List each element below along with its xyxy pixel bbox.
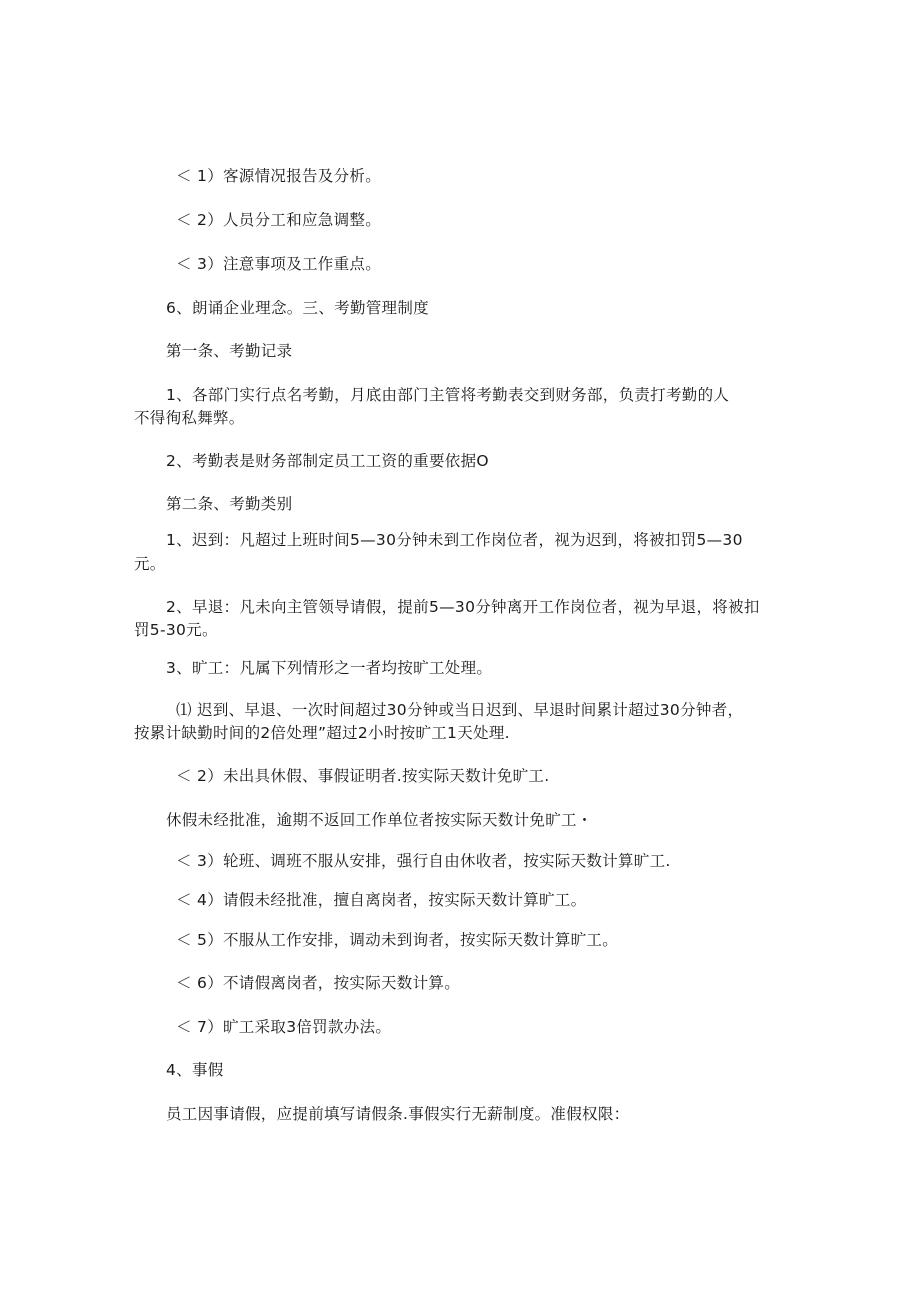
paragraph: 1、迟到：凡超过上班时间5—30分钟未到工作岗位者，视为迟到，将被扣罚5—30 [166,531,743,549]
paragraph-continuation: 不得徇私舞弊。 [134,409,245,427]
list-item: ＜ 3）轮班、调班不服从安排，强行自由休收者，按实际天数计算旷工. [176,852,671,870]
paragraph-continuation: 元。 [134,555,166,573]
list-item: ＜ 5）不服从工作安排，调动未到询者，按实际天数计算旷工。 [176,931,618,949]
list-item: ＜ 4）请假未经批准，擅自离岗者，按实际天数计算旷工。 [176,891,587,909]
paragraph: 2、早退：凡未向主管领导请假，提前5—30分钟离开工作岗位者，视为早退，将被扣 [166,598,760,616]
paragraph-continuation: 按累计缺勤时间的2倍处理”超过2小时按旷工1天处理. [134,724,510,742]
list-item: ＜ 2）未出具休假、事假证明者.按实际天数计免旷工. [176,767,550,785]
paragraph: 6、朗诵企业理念。三、考勤管理制度 [166,299,429,317]
list-item: ＜ 7）旷工采取3倍罚款办法。 [176,1018,392,1036]
list-item: ＜ 1）客源情况报告及分析。 [176,167,381,185]
paragraph: 休假未经批准，逾期不返回工作单位者按实际天数计免旷工・ [166,811,593,829]
paragraph: 1、各部门实行点名考勤，月底由部门主管将考勤表交到财务部，负责打考勤的人 [166,386,730,404]
list-item: ＜ 3）注意事项及工作重点。 [176,255,381,273]
section-heading: 4、事假 [166,1061,224,1079]
list-item: ⑴ 迟到、早退、一次时间超过30分钟或当日迟到、早退时间累计超过30分钟者， [176,701,744,719]
list-item: ＜ 6）不请假离岗者，按实际天数计算。 [176,974,460,992]
section-heading: 第二条、考勤类别 [166,495,293,513]
list-item: ＜ 2）人员分工和应急调整。 [176,211,381,229]
paragraph: 2、考勤表是财务部制定员工工资的重要依据O [166,452,489,470]
paragraph: 员工因事请假，应提前填写请假条.事假实行无薪制度。准假权限： [166,1105,630,1123]
paragraph-continuation: 罚5-30元。 [134,621,218,639]
paragraph: 3、旷工：凡属下列情形之一者均按旷工处理。 [166,659,493,677]
section-heading: 第一条、考勤记录 [166,342,293,360]
